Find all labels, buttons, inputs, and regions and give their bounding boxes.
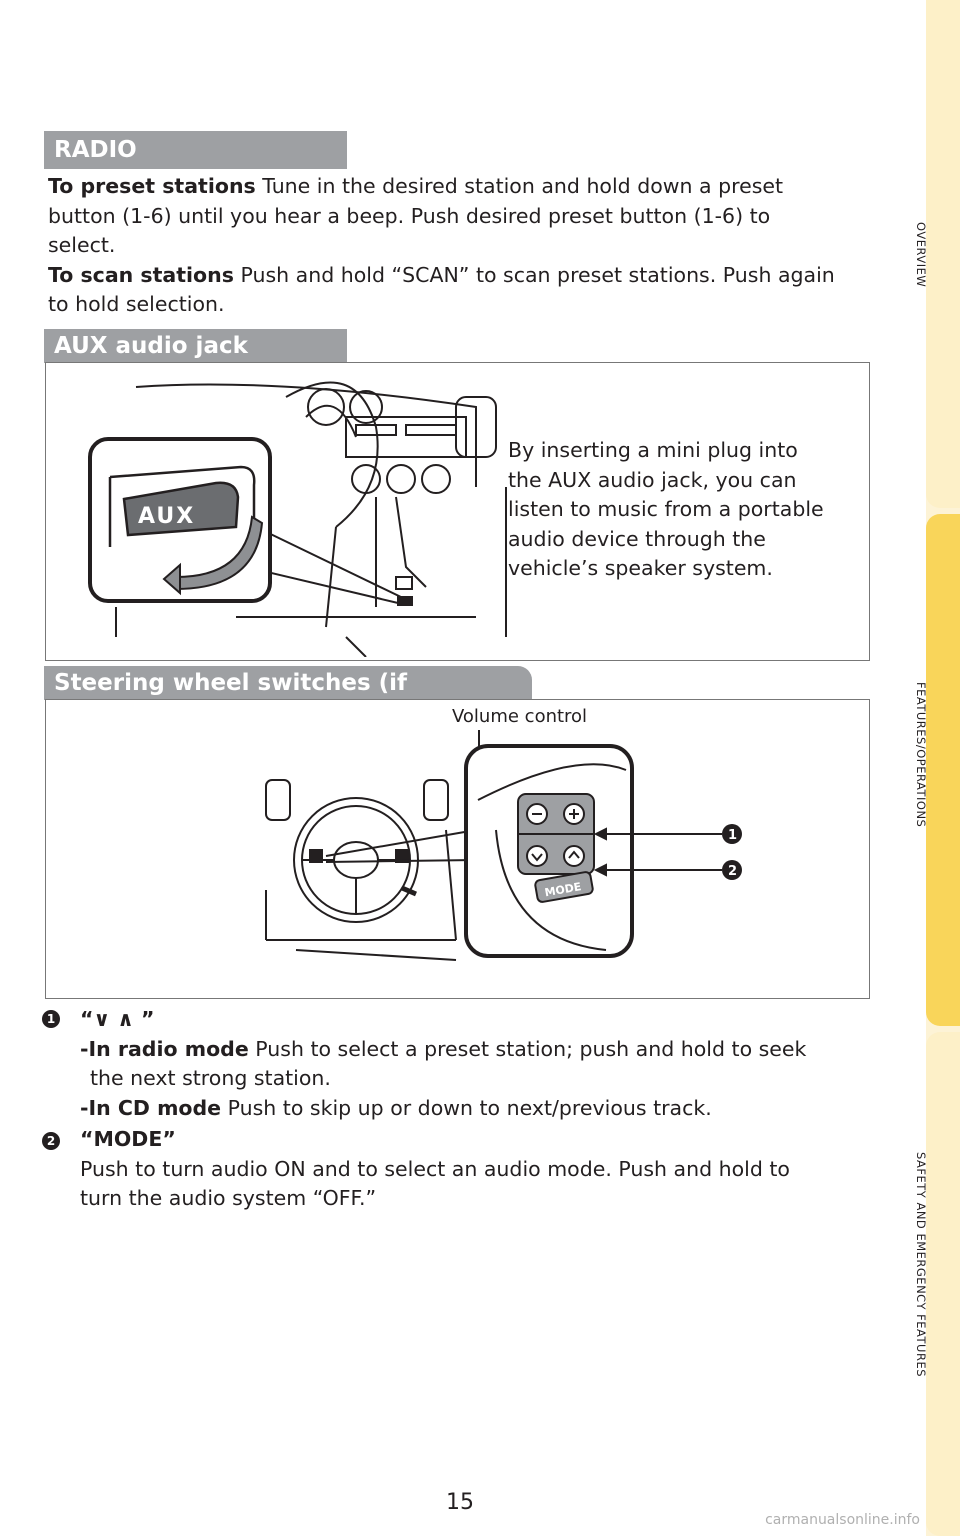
tab-safety-label: SAFETY AND EMERGENCY FEATURES [914, 1152, 928, 1378]
item-1-block [80, 1005, 880, 1123]
item-2-badge: 2 [42, 1132, 60, 1150]
radio-mode-text-2: the next strong station. [90, 1066, 331, 1090]
steering-figure [45, 699, 870, 999]
aux-desc-line-3: listen to music from a portable [508, 497, 824, 521]
callout-2: 2 [728, 864, 738, 879]
item-1-title: “∨ ∧ ” [80, 1007, 155, 1031]
tab-overview-label: OVERVIEW [914, 222, 928, 288]
tab-safety-emergency[interactable] [926, 1032, 960, 1536]
page-number: 15 [446, 1490, 474, 1515]
tab-overview[interactable] [926, 0, 960, 508]
aux-dashboard-illustration [76, 367, 536, 657]
radio-mode-text: Push to select a preset station; push and hold to seek [248, 1036, 807, 1061]
preset-text: Tune in the desired station and hold down a preset [255, 174, 784, 198]
preset-stations-label: To preset stations [48, 174, 256, 198]
steering-wheel-illustration [256, 710, 916, 990]
aux-desc-line-1: By inserting a mini plug into [508, 438, 798, 462]
tab-features-label: FEATURES/OPERATIONS [914, 682, 928, 828]
radio-mode-label: -In radio mode [80, 1036, 249, 1061]
item-2-block [80, 1125, 880, 1214]
aux-button-label: AUX [138, 504, 196, 529]
tab-features-operations[interactable] [926, 514, 960, 1026]
preset-text-2: button (1-6) until you hear a beep. Push desired preset button (1-6) to [48, 203, 771, 228]
item-2-text-2: turn the audio system “OFF.” [80, 1186, 377, 1210]
mode-button-label: MODE [543, 880, 583, 900]
aux-desc-line-5: vehicle’s speaker system. [508, 556, 773, 580]
aux-figure [45, 362, 870, 661]
aux-description [508, 436, 858, 584]
aux-section-header: AUX audio jack [44, 329, 347, 363]
cd-mode-label: -In CD mode [80, 1095, 222, 1120]
preset-text-3: select. [48, 233, 116, 257]
scan-text: Push and hold “SCAN” to scan preset stations. Push again [233, 262, 835, 287]
volume-control-label: Volume control [452, 706, 588, 727]
scan-text-2: to hold selection. [48, 292, 225, 316]
scan-stations-label: To scan stations [48, 262, 234, 287]
radio-text [48, 172, 878, 320]
callout-1: 1 [728, 828, 738, 843]
item-1-badge: 1 [42, 1010, 60, 1028]
watermark: carmanualsonline.info [765, 1512, 920, 1528]
steering-section-header: Steering wheel switches (if [44, 666, 532, 700]
item-2-text-1: Push to turn audio ON and to select an audio mode. Push and hold to [80, 1156, 790, 1181]
aux-desc-line-2: the AUX audio jack, you can [508, 467, 797, 492]
item-2-title: “MODE” [80, 1127, 176, 1151]
radio-section-header: RADIO [44, 131, 347, 169]
cd-mode-text: Push to skip up or down to next/previous track. [221, 1095, 712, 1120]
aux-desc-line-4: audio device through the [508, 526, 766, 551]
